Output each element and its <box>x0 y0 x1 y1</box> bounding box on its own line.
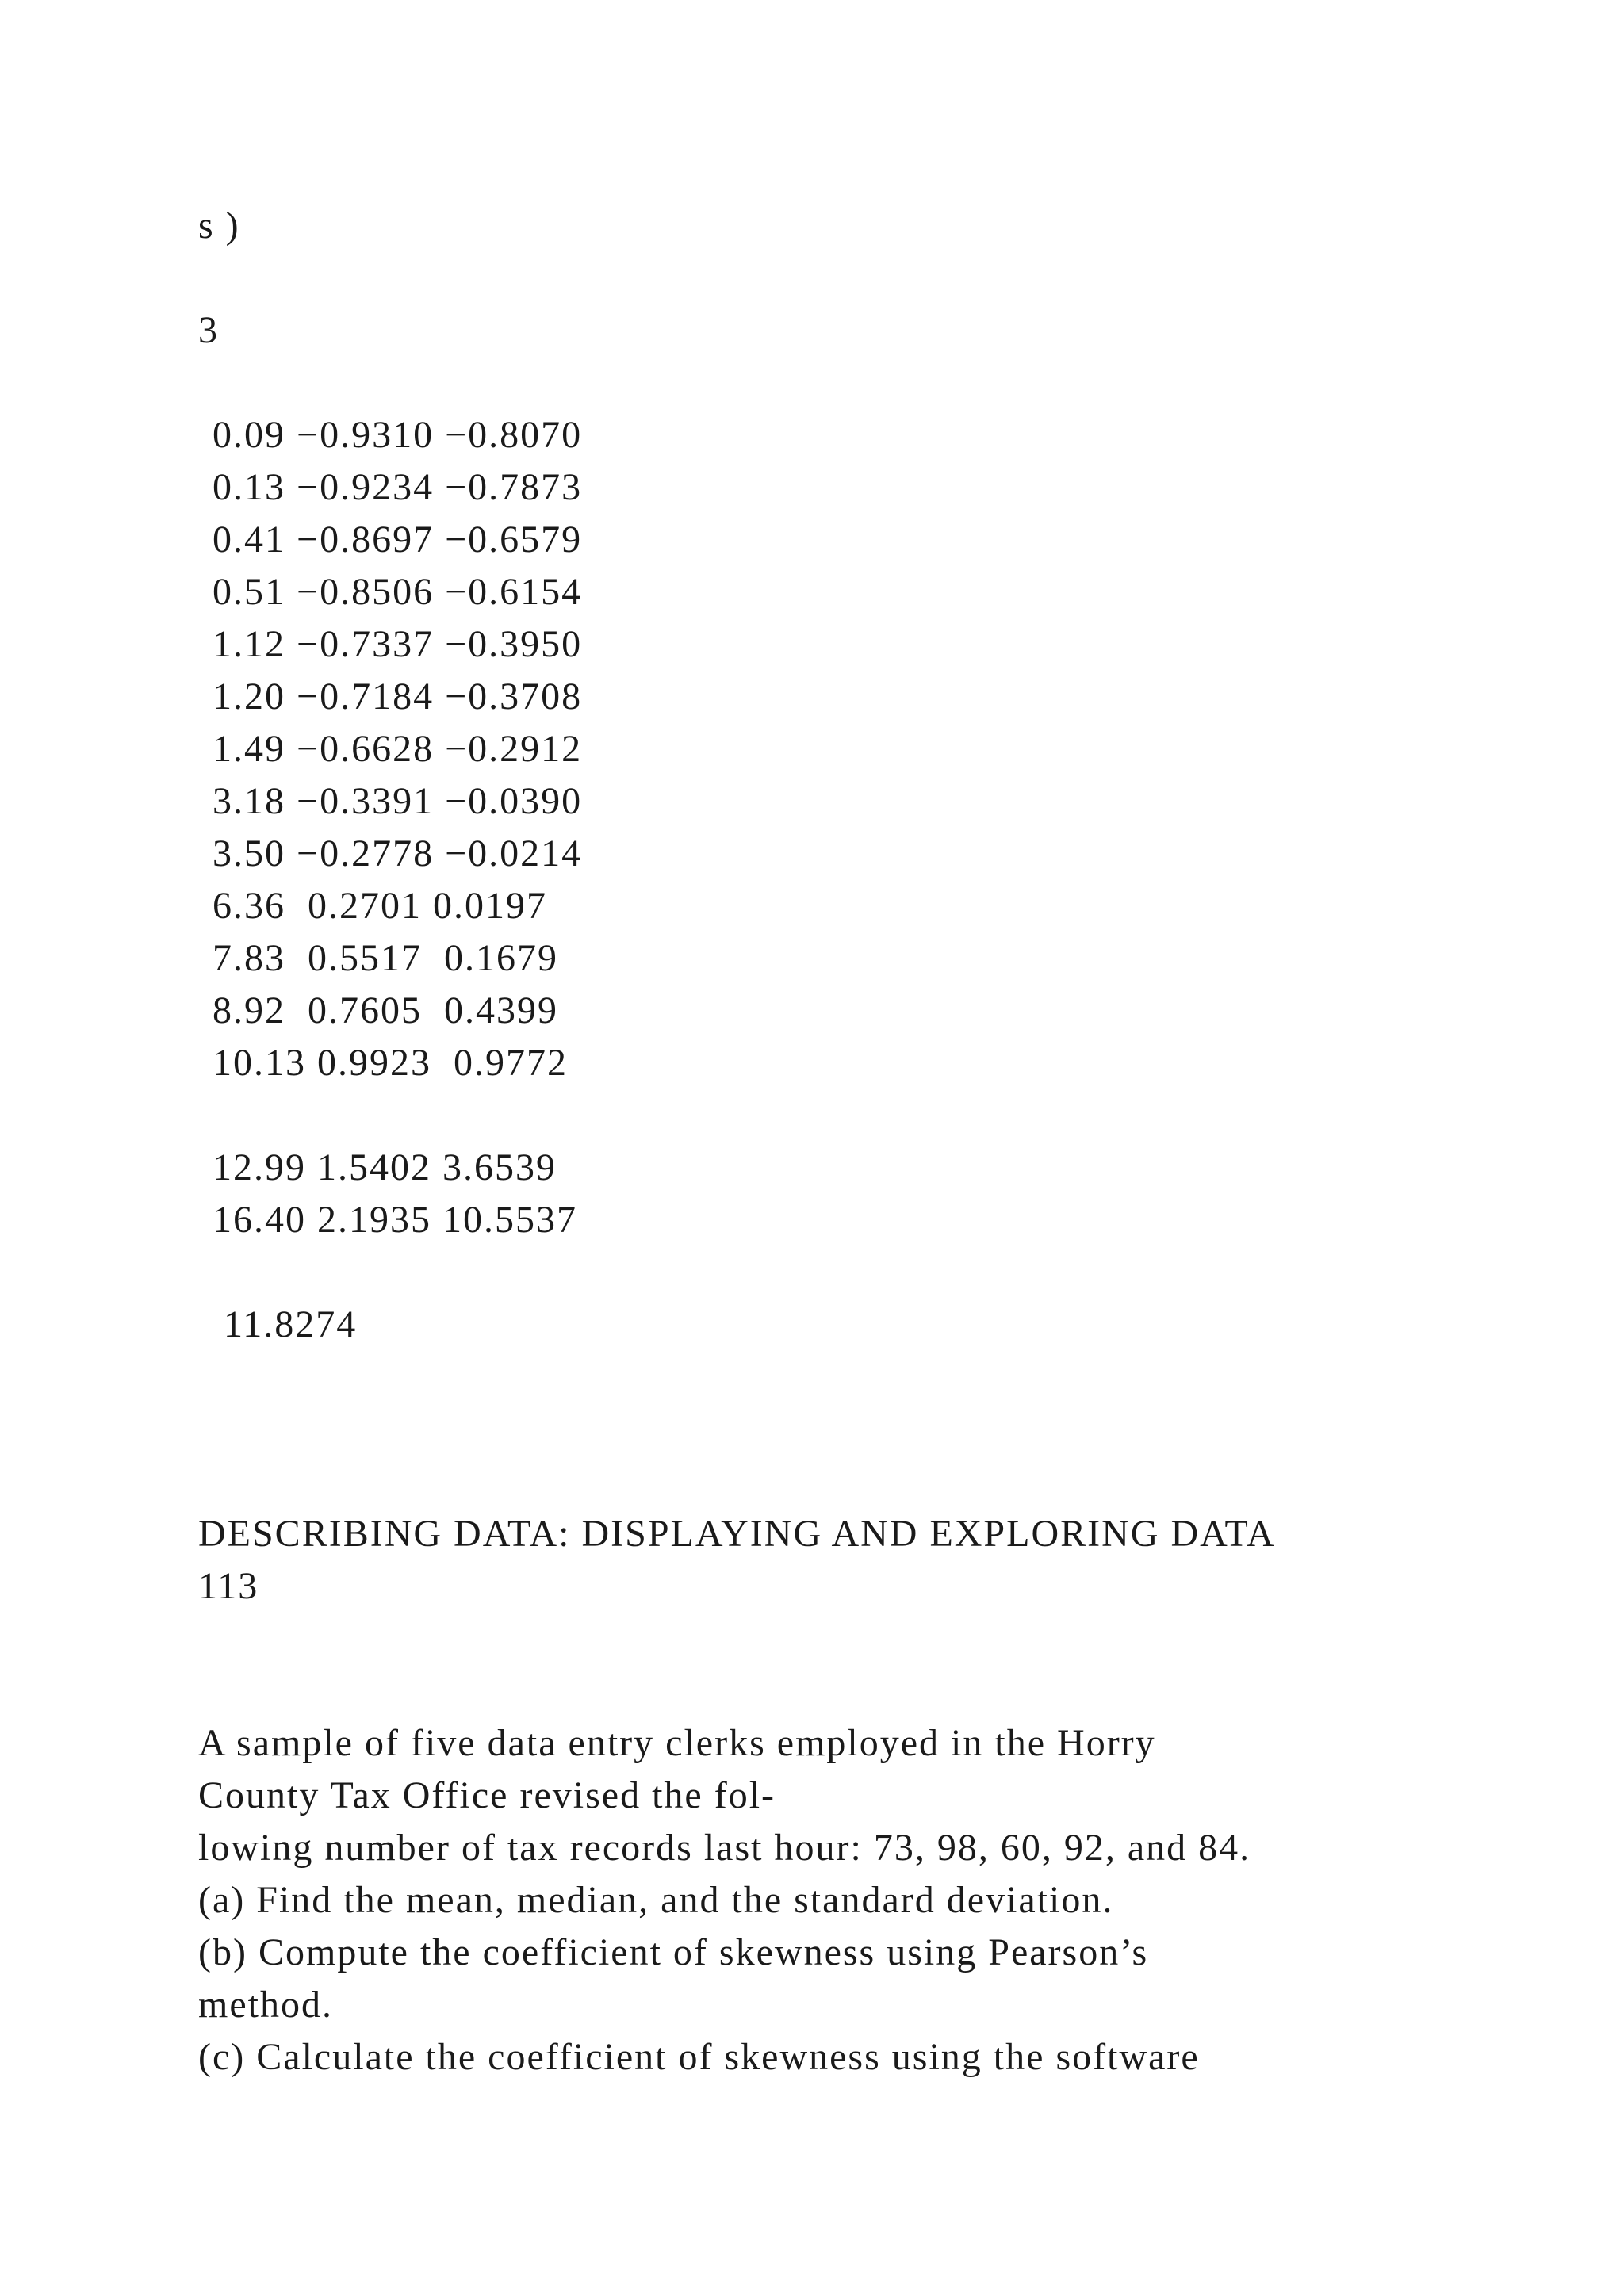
exercise-line: A sample of five data entry clerks employed in the Horry <box>198 1722 1156 1764</box>
table-row: 0.41 −0.8697 −0.6579 <box>213 519 583 561</box>
table-row: 7.83 0.5517 0.1679 <box>213 937 558 979</box>
table-row: 1.49 −0.6628 −0.2912 <box>213 728 583 770</box>
table-row: 3.18 −0.3391 −0.0390 <box>213 780 583 822</box>
table-row: 16.40 2.1935 10.5537 <box>213 1199 577 1241</box>
running-header-title: DESCRIBING DATA: DISPLAYING AND EXPLORING DATA <box>198 1513 1276 1555</box>
exercise-line: County Tax Office revised the fol- <box>198 1774 776 1816</box>
table-row: 12.99 1.5402 3.6539 <box>213 1146 557 1188</box>
page-number: 113 <box>198 1565 259 1607</box>
table-row: 0.51 −0.8506 −0.6154 <box>213 571 583 613</box>
table-row: 8.92 0.7605 0.4399 <box>213 989 558 1031</box>
fragment-top: s ) <box>198 205 240 247</box>
exercise-line: (c) Calculate the coefficient of skewness using the software <box>198 2036 1200 2078</box>
table-row: 6.36 0.2701 0.0197 <box>213 885 547 927</box>
table-row: 0.13 −0.9234 −0.7873 <box>213 466 583 508</box>
table-row: 0.09 −0.9310 −0.8070 <box>201 414 583 456</box>
table-row: 3.50 −0.2778 −0.0214 <box>213 832 583 874</box>
exercise-line: (b) Compute the coefficient of skewness using Pearson’s <box>198 1931 1149 1973</box>
exercise-line: method. <box>198 1984 333 2026</box>
table-row: 1.12 −0.7337 −0.3950 <box>213 623 583 665</box>
exercise-line: (a) Find the mean, median, and the standard deviation. <box>198 1879 1114 1921</box>
column-total: 11.8274 <box>201 1303 358 1345</box>
table-row: 10.13 0.9923 0.9772 <box>213 1042 568 1084</box>
fragment-cube: 3 <box>198 309 219 351</box>
exercise-line: lowing number of tax records last hour: 73, 98, 60, 92, and 84. <box>198 1827 1251 1869</box>
table-row: 1.20 −0.7184 −0.3708 <box>213 675 583 718</box>
